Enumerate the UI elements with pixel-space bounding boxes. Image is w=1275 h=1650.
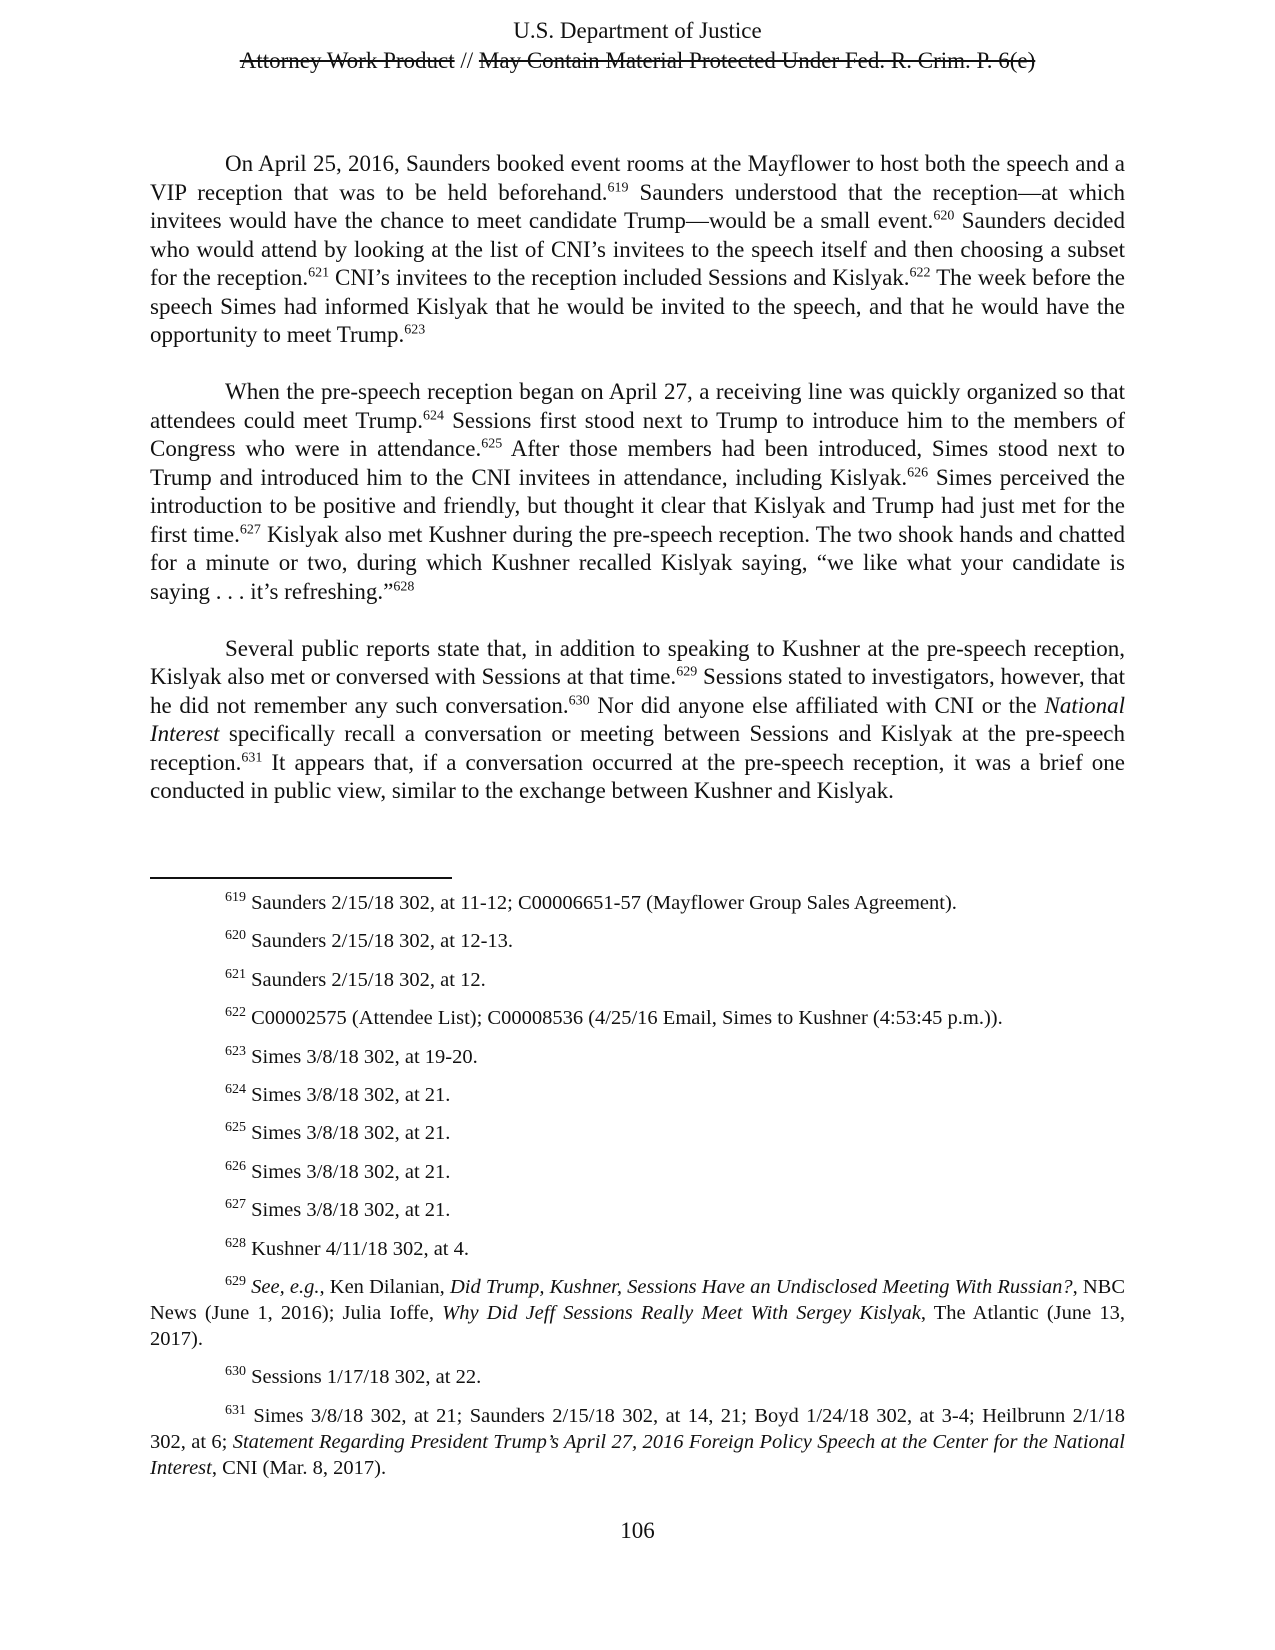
page-number: 106 (620, 1518, 655, 1543)
footnote-number: 630 (225, 1364, 246, 1380)
footnote-number: 621 (225, 966, 246, 982)
footnote-ref-630: 630 (568, 692, 590, 708)
footnote-ref-623: 623 (404, 322, 426, 338)
article-title: Did Trump, Kushner, Sessions Have an Undisclosed Meeting With Russian? (449, 1275, 1073, 1298)
footnote-number: 627 (225, 1197, 246, 1213)
footnote-627 (150, 1197, 1125, 1223)
footnote-629: $^{629}$ See, e.g., Ken Dilanian, Did Trump, Kushner, Sessions Have an Undisclosed Meeting With Russian?, NBC News (June 1, 2016); Julia Ioffe, Why Did Jeff Sessions Really Meet With Sergey Kislyak, The Atlantic (June 13, 2017). (150, 1274, 1126, 1350)
footnote-621 (150, 967, 1125, 993)
marking-separator: // (454, 48, 479, 73)
footnote-ref-625: 625 (481, 436, 503, 452)
footnote-ref-629: 629 (676, 664, 698, 680)
footnote-625 (150, 1120, 1125, 1146)
footnote-text: Saunders 2/15/18 302, at 11-12; C00006651-57 (Mayflower Group Sales Agreement). (246, 892, 957, 914)
footnote-624 (150, 1082, 1125, 1108)
footnote-630 (150, 1364, 1125, 1390)
footnote-626 (150, 1159, 1125, 1185)
paragraph-3: Several public reports state that, in addition to speaking to Kushner at the pre-speech reception, Kislyak also met or conversed with Sessions at that time.$^{629}$ Sessions stated to investigators, however, that he did not remember any such conversation.$^{630}$ Nor did anyone else affiliated with CNI or the National Interest specifically recall a conversation or meeting between Sessions and Kislyak at the pre-speech reception.$^{631}$ It appears that, if a conversation occurred at the pre-speech reception, it was a brief one conducted in public view, similar to the exchange between Kushner and Kislyak. (150, 635, 1125, 803)
footnote-text: Saunders 2/15/18 302, at 12. (246, 968, 486, 991)
footnote-ref-631: 631 (241, 749, 263, 765)
footnote-631: $^{631}$ Simes 3/8/18 302, at 21; Saunders 2/15/18 302, at 14, 21; Boyd 1/24/18 302, at 3-4; Heilbrunn 2/1/18 302, at 6; Statement Regarding President Trump’s April 27, 2016 Foreign Policy Speech at the Center for the National Interest, CNI (Mar. 8, 2017). (150, 1402, 1125, 1479)
marking-work-product: Attorney Work Product (239, 48, 455, 73)
footnote-number: 622 (225, 1005, 246, 1021)
footnote-text: Simes 3/8/18 302, at 19-20. (246, 1045, 478, 1068)
footnote-number: 625 (225, 1120, 246, 1136)
footnote-620 (150, 928, 1125, 954)
main-body (150, 150, 1125, 834)
footnote-number: 631 (225, 1402, 246, 1418)
footnote-622 (150, 1005, 1125, 1031)
footnote-text: Simes 3/8/18 302, at 21. (246, 1122, 451, 1145)
footnote-number: 628 (225, 1235, 246, 1251)
header-marking (0, 46, 1275, 76)
footnote-text: Simes 3/8/18 302, at 21. (246, 1199, 451, 1222)
statement-title: Statement Regarding President Trump’s April 27, 2016 Foreign Policy Speech at the Center for the National Interest (150, 1430, 1125, 1479)
marking-grand-jury: May Contain Material Protected Under Fed. R. Crim. P. 6(e) (478, 48, 1036, 73)
footnote-number: 624 (225, 1082, 246, 1098)
article-title: Why Did Jeff Sessions Really Meet With Sergey Kislyak (442, 1301, 921, 1324)
footnote-divider (150, 877, 452, 879)
footnote-ref-619: 619 (607, 179, 629, 195)
publication-name: National Interest (150, 692, 1125, 746)
header-department: U.S. Department of Justice (513, 18, 762, 43)
footnote-number: 626 (225, 1158, 246, 1174)
footnote-ref-628: 628 (393, 578, 415, 594)
footnote-text: Kushner 4/11/18 302, at 4. (246, 1237, 470, 1260)
footnote-623 (150, 1044, 1125, 1070)
footnote-ref-627: 627 (239, 521, 261, 537)
footnote-ref-624: 624 (422, 407, 444, 423)
footnote-619 (150, 890, 1125, 916)
footnote-ref-621: 621 (308, 265, 330, 281)
footnotes-section (150, 890, 1125, 1493)
paragraph-1: On April 25, 2016, Saunders booked event rooms at the Mayflower to host both the speech and a VIP reception that was to be held beforehand.$^{619}$ Saunders understood that the reception—at which invitees would have the chance to meet candidate Trump—would be a small event.$^{620}$ Saunders decided who would attend by looking at the list of CNI’s invitees to the speech itself and then choosing a subset for the reception.$^{621}$ CNI’s invitees to the reception included Sessions and Kislyak.$^{622}$ The week before the speech Simes had informed Kislyak that he would be invited to the speech, and that he would have the opportunity to meet Trump.$^{623}$ (150, 151, 1125, 347)
footnote-ref-620: 620 (933, 208, 955, 224)
footnote-number: 623 (225, 1043, 246, 1059)
footnote-ref-622: 622 (909, 265, 931, 281)
footnote-ref-626: 626 (907, 464, 929, 480)
footnote-text: Saunders 2/15/18 302, at 12-13. (246, 930, 514, 953)
citation-signal: See, e.g. (246, 1275, 320, 1298)
footnote-text: C00002575 (Attendee List); C00008536 (4/25/16 Email, Simes to Kushner (4:53:45 p.m.)). (246, 1007, 1003, 1030)
footnote-628 (150, 1236, 1125, 1262)
page-header (0, 16, 1275, 76)
footnote-number: 620 (225, 928, 246, 944)
footnote-number: 619 (225, 890, 246, 906)
footnote-text: Sessions 1/17/18 302, at 22. (246, 1366, 482, 1389)
footnote-text: Simes 3/8/18 302, at 21. (246, 1083, 451, 1106)
paragraph-2: When the pre-speech reception began on April 27, a receiving line was quickly organized so that attendees could meet Trump.$^{624}$ Sessions first stood next to Trump to introduce him to the members of Congress who were in attendance.$^{625}$ After those members had been introduced, Simes stood next to Trump and introduced him to the CNI invitees in attendance, including Kislyak.$^{626}$ Simes perceived the introduction to be positive and friendly, but thought it clear that Kislyak and Trump had just met for the first time.$^{627}$ Kislyak also met Kushner during the pre-speech reception. The two shook hands and chatted for a minute or two, during which Kushner recalled Kislyak saying, “we like what your candidate is saying . . . it’s refreshing.”$^{628}$ (150, 379, 1125, 604)
footnote-text: Simes 3/8/18 302, at 21. (246, 1160, 451, 1183)
footnote-number: 629 (225, 1274, 246, 1290)
